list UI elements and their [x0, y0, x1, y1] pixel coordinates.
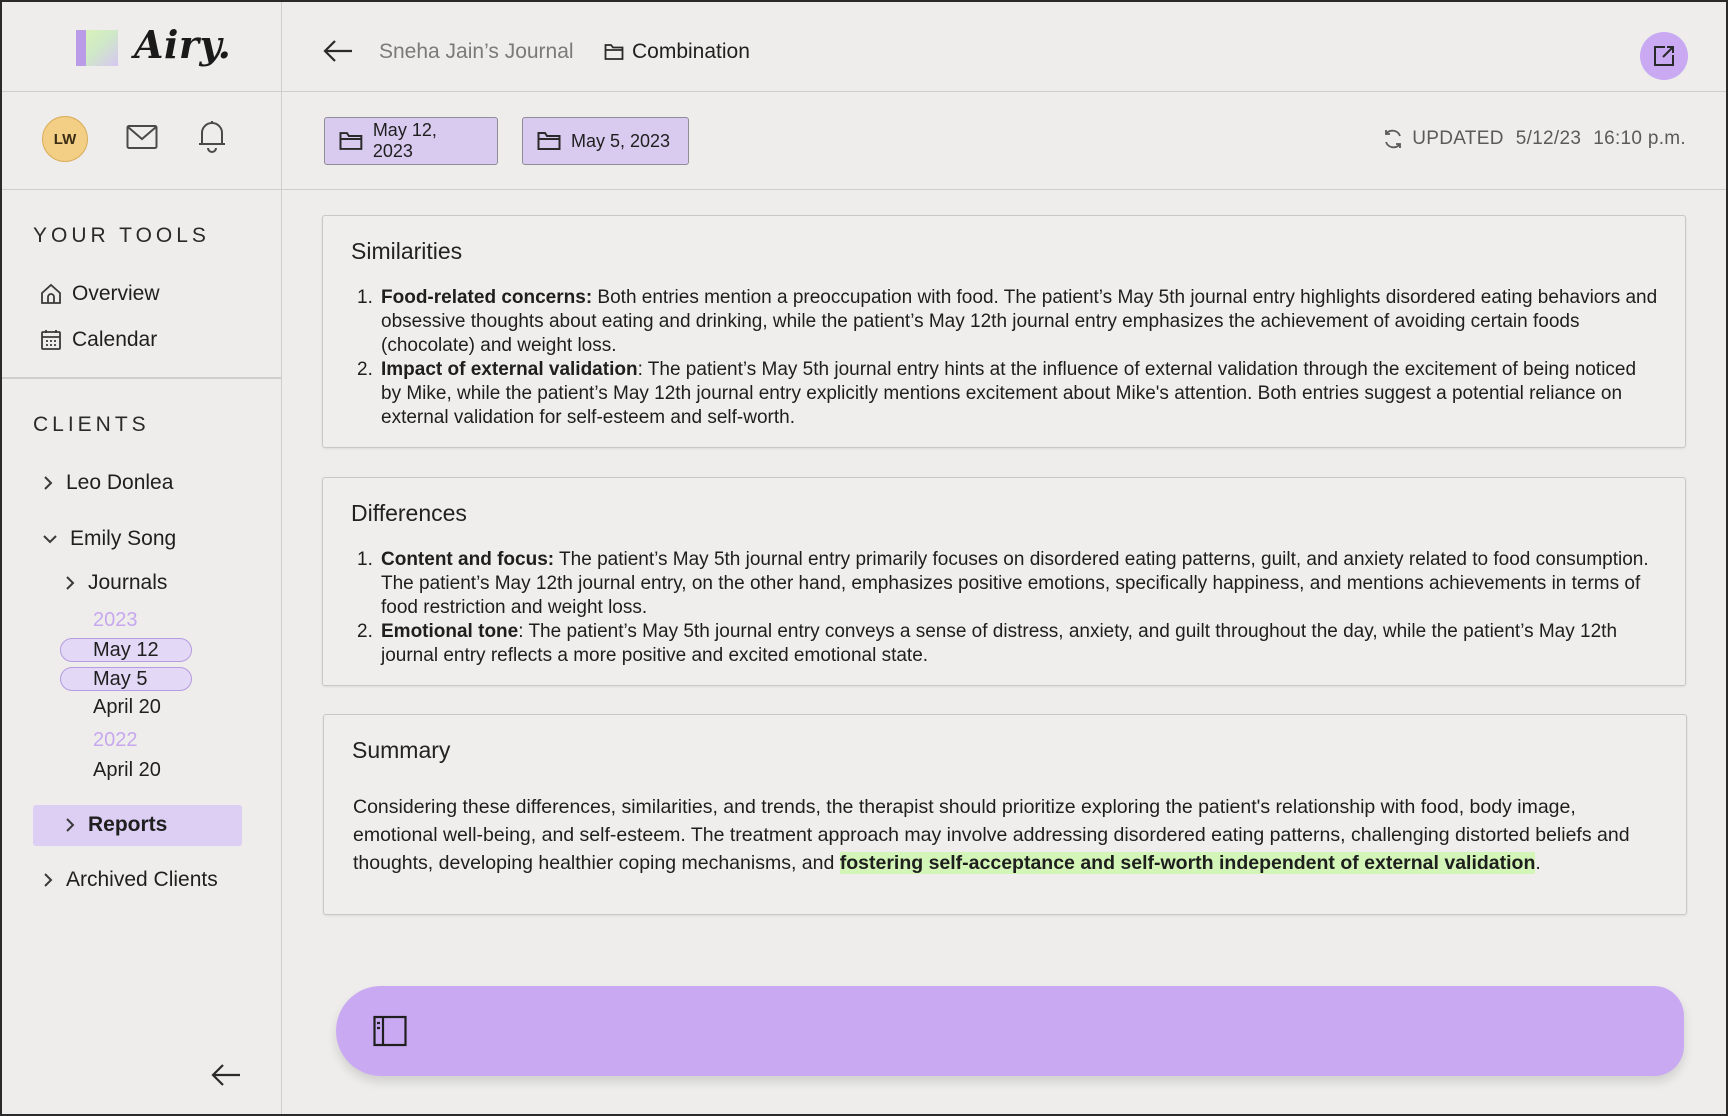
bell-icon[interactable]: [197, 119, 227, 153]
avatar[interactable]: LW: [42, 116, 88, 162]
similarities-list: [351, 286, 1661, 430]
sidebar-toggle-icon[interactable]: [373, 1015, 407, 1047]
logo-text: Airy.: [134, 22, 232, 67]
date-chip-may-5[interactable]: [522, 117, 689, 165]
updated-label: UPDATED: [1412, 128, 1504, 149]
export-button[interactable]: [1640, 32, 1688, 80]
differences-title: Differences: [351, 500, 467, 526]
refresh-icon[interactable]: [1382, 128, 1404, 150]
chevron-right-icon: [42, 475, 54, 491]
folder-icon: [339, 131, 363, 151]
reports-folder[interactable]: [64, 813, 167, 837]
collapse-sidebar-arrow-icon[interactable]: [210, 1062, 242, 1088]
summary-title: Summary: [352, 737, 451, 763]
nav-calendar-label: Calendar: [72, 328, 158, 351]
updated-time: 16:10 p.m.: [1593, 128, 1686, 149]
archived-clients-label: Archived Clients: [66, 868, 218, 891]
date-chip-may-12[interactable]: [324, 117, 498, 165]
date-chip-label: May 12, 2023: [372, 120, 437, 161]
logo-mark: [76, 30, 118, 66]
nav-calendar[interactable]: [40, 328, 157, 352]
breadcrumb-journal[interactable]: Sneha Jain’s Journal: [379, 40, 574, 63]
client-leo-label: Leo Donlea: [66, 471, 174, 494]
year-2022: 2022: [93, 729, 138, 751]
similarities-title: Similarities: [351, 238, 463, 264]
summary-highlight: fostering self-acceptance and self-worth independent of external validation: [839, 852, 1536, 874]
nav-overview-label: Overview: [72, 282, 160, 305]
summary-text: Considering these differences, similarities, and trends, the therapist should prioritize exploring the patient's relationship with food, body image, emotional well-being, and self-esteem. The treatment approach may involve addressing disordered eating patterns, challenging distorted beliefs and thoughts, developing healthier coping mechanisms, and fostering self-acceptance and self-worth independent of external validation.: [353, 796, 1630, 874]
back-arrow-icon[interactable]: [322, 38, 354, 64]
client-leo-donlea[interactable]: [42, 471, 173, 495]
home-icon: [40, 283, 62, 305]
clients-heading: CLIENTS: [33, 413, 150, 436]
top-bar: [282, 2, 1728, 92]
journals-label: Journals: [88, 571, 168, 594]
list-item: 1. Content and focus: The patient’s May 5th journal entry primarily focuses on disordered eating patterns, guilt, and anxiety related to food consumption. The patient’s May 12th journal entry, on the other hand, emphasizes positive emotions, specifically happiness, and mentions achievements in terms of food restriction and weight loss.: [357, 549, 1649, 618]
summary-card: [323, 714, 1687, 915]
list-item: 2. Impact of external validation: The patient’s May 5th journal entry hints at the influence of external validation through the excitement of being noticed by Mike, while the patient’s May 12th journal entry explicitly mentions excitement about Mike's attention. Both entries suggest a potential reliance on external validation for self-esteem and self-worth.: [357, 359, 1637, 428]
client-emily-song[interactable]: [42, 527, 176, 551]
filter-row: [282, 92, 1728, 190]
similarities-card: [322, 215, 1686, 448]
logo-area: [2, 2, 282, 92]
journals-folder[interactable]: [64, 571, 167, 595]
chevron-right-icon: [64, 817, 76, 833]
chevron-right-icon: [42, 872, 54, 888]
chevron-right-icon: [64, 575, 76, 591]
tools-heading: YOUR TOOLS: [33, 224, 210, 247]
updated-status: [1382, 128, 1686, 150]
folder-icon: [604, 43, 624, 61]
mail-icon[interactable]: [126, 124, 158, 150]
journal-date-may-5[interactable]: May 5: [93, 668, 148, 690]
calendar-icon: [40, 329, 62, 351]
external-link-icon: [1653, 45, 1675, 67]
client-emily-label: Emily Song: [70, 527, 177, 550]
updated-date: 5/12/23: [1515, 128, 1582, 149]
journal-date-april-20-2022[interactable]: April 20: [93, 759, 161, 781]
chevron-down-icon: [42, 533, 58, 545]
sidebar: [2, 2, 282, 1114]
nav-overview[interactable]: [40, 282, 160, 306]
user-toolbar: [2, 92, 282, 190]
differences-card: [322, 477, 1686, 686]
reports-label: Reports: [88, 813, 168, 836]
breadcrumb-current-label: Combination: [632, 40, 750, 63]
archived-clients[interactable]: [42, 868, 218, 892]
date-chip-label: May 5, 2023: [571, 130, 671, 151]
bottom-action-bar[interactable]: [336, 986, 1684, 1076]
sidebar-divider: [2, 377, 282, 379]
journal-date-april-20-2023[interactable]: April 20: [93, 696, 161, 718]
journal-date-may-12[interactable]: May 12: [93, 639, 159, 661]
folder-icon: [537, 131, 561, 151]
list-item: 2. Emotional tone: The patient’s May 5th journal entry conveys a sense of distress, anxiety, and guilt throughout the day, while the patient’s May 12th journal entry reflects a more positive and excited emotional state.: [357, 621, 1618, 666]
year-2023: 2023: [93, 609, 138, 631]
differences-list: [351, 548, 1661, 668]
breadcrumb-current: [604, 40, 750, 64]
list-item: 1. Food-related concerns: Both entries mention a preoccupation with food. The patient’s May 5th journal entry highlights disordered eating behaviors and obsessive thoughts about eating and drinking, while the patient’s May 12th journal entry emphasizes the achievement of avoiding certain foods (chocolate) and weight loss.: [357, 287, 1658, 356]
